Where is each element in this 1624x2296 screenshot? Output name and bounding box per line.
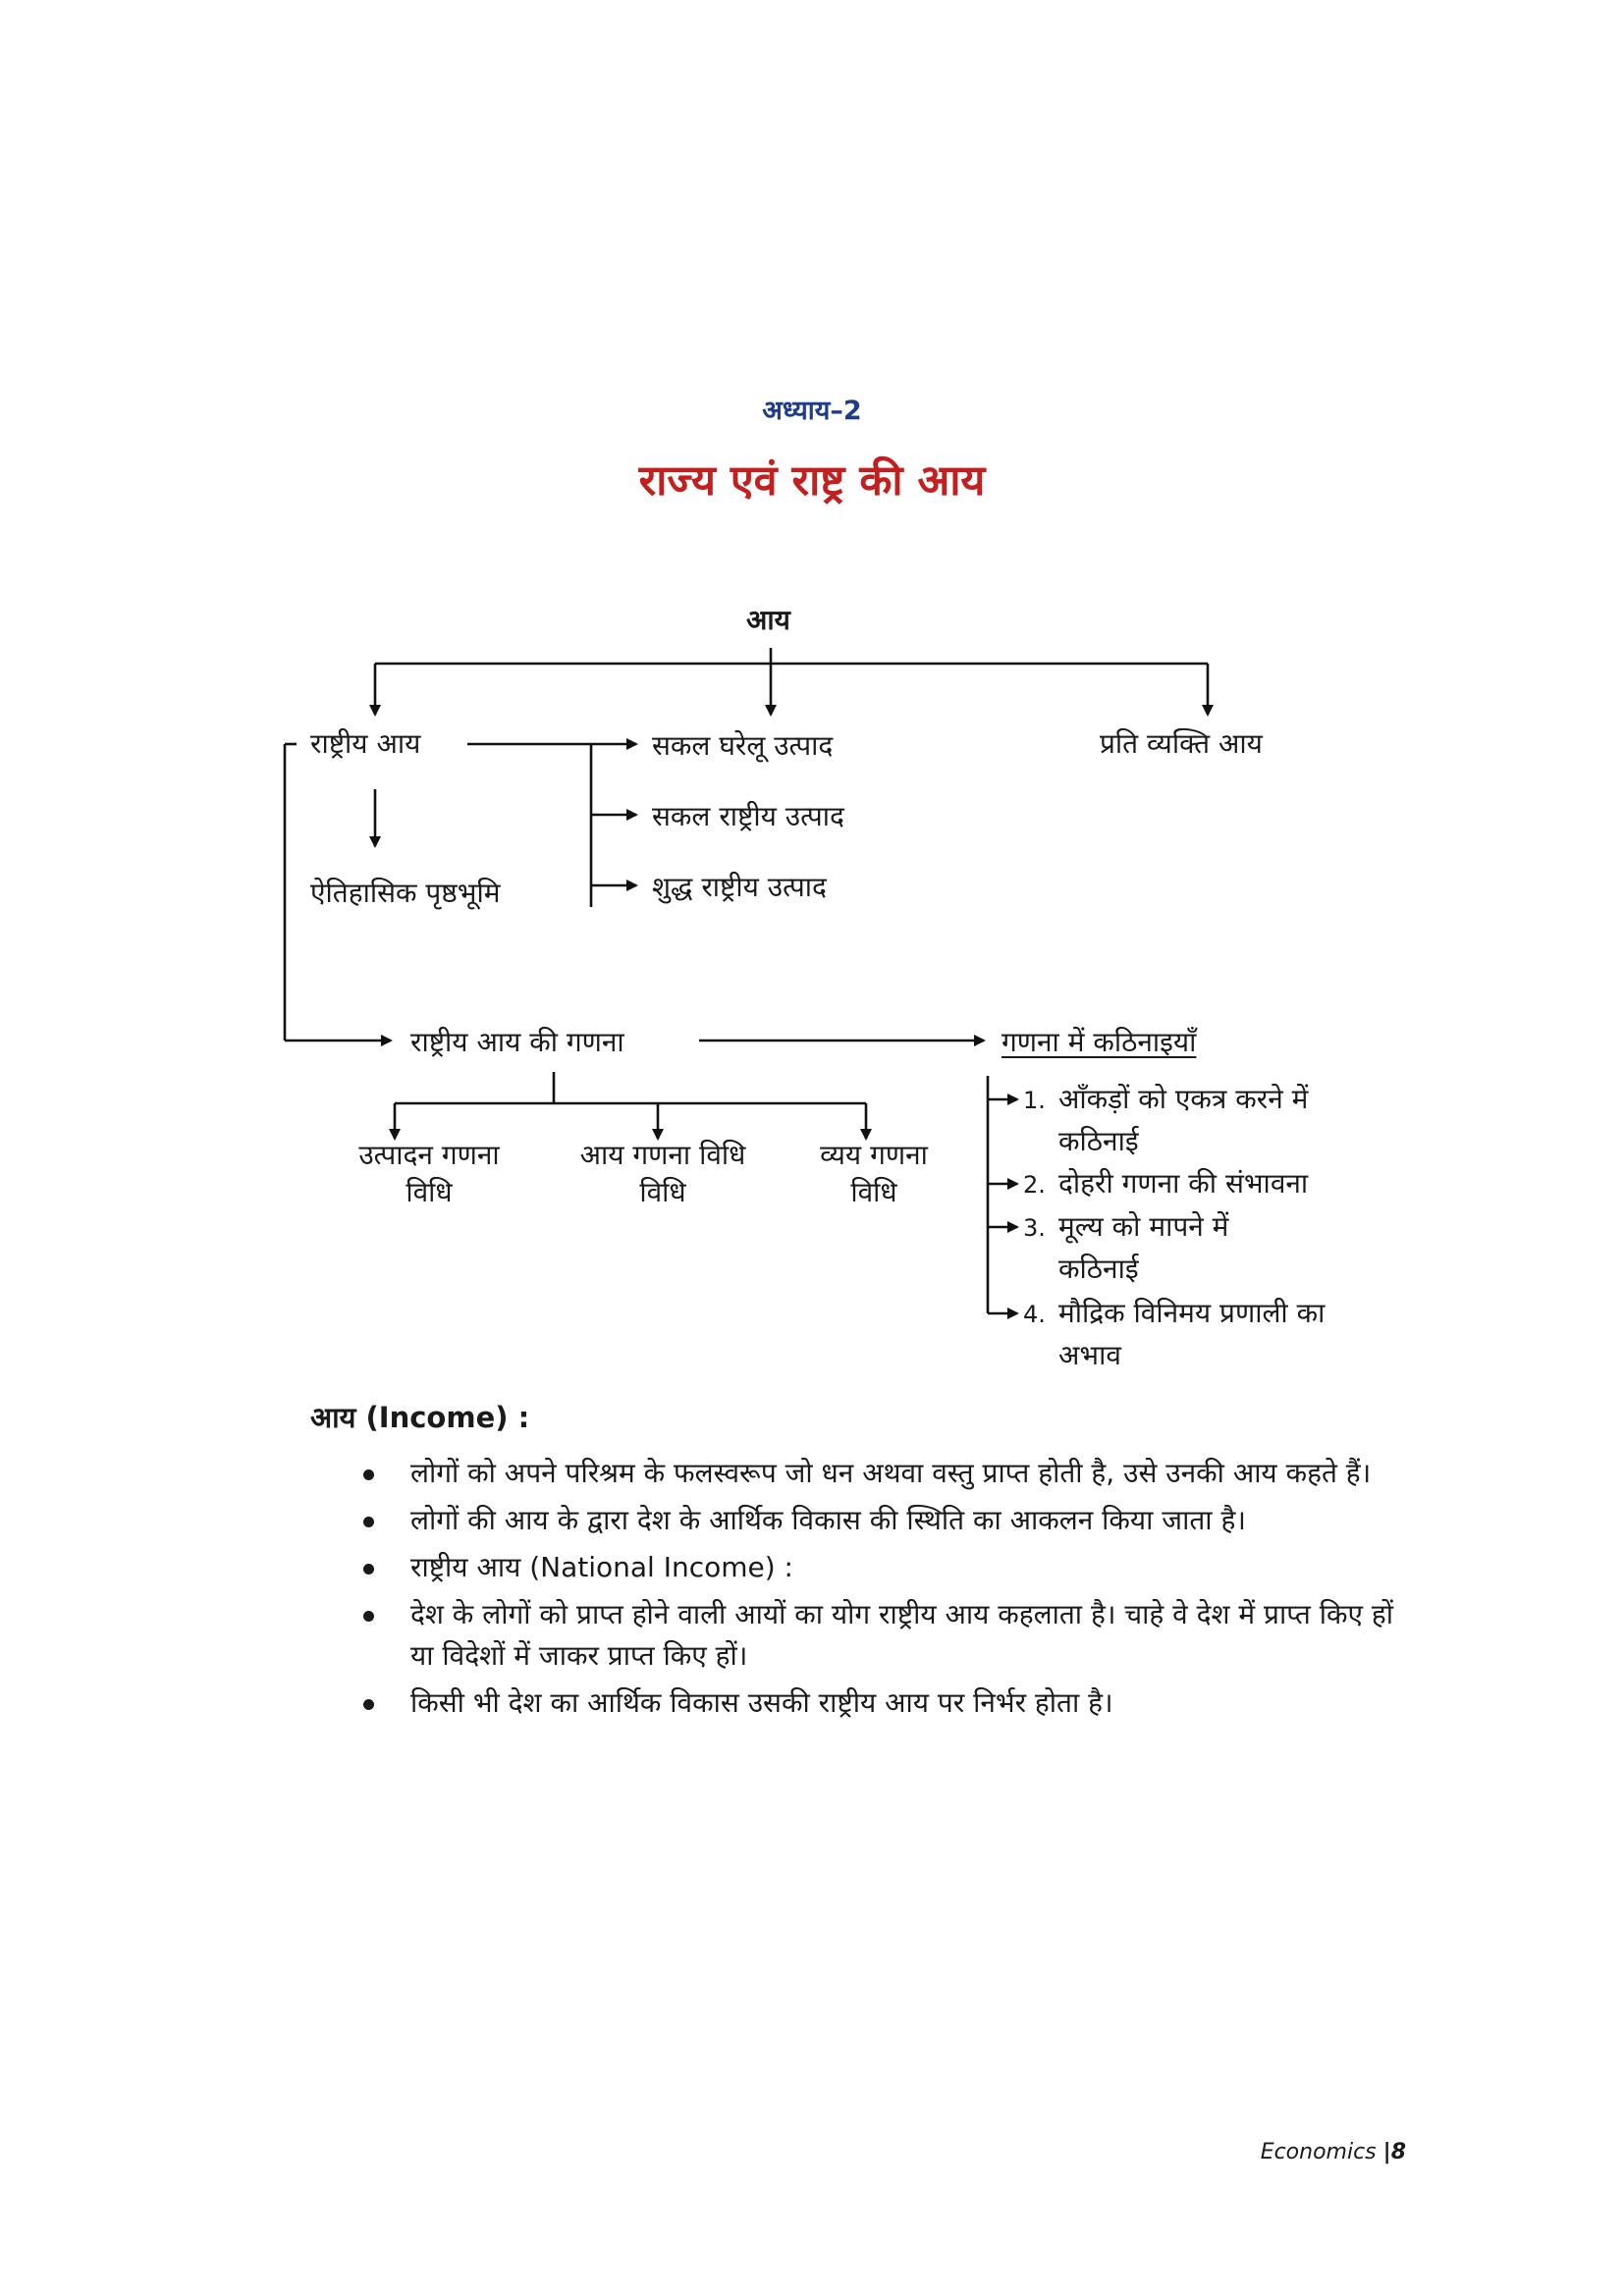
node-nnp: शुद्ध राष्ट्रीय उत्पाद xyxy=(652,871,827,903)
method-line-1: व्यय गणना xyxy=(820,1139,928,1171)
section-heading: आय (Income) : xyxy=(310,1401,530,1434)
node-per-capita-income: प्रति व्यक्ति आय xyxy=(1100,727,1263,760)
chapter-title: राज्य एवं राष्ट्र की आय xyxy=(638,456,986,506)
bullet-text: देश के लोगों को प्राप्त होने वाली आयों का योग राष्ट्रीय आय कहलाता है। चाहे वे देश में प्राप्त किए हों या विदेशों में जाकर प्राप्त किए हों। xyxy=(410,1598,1393,1672)
node-income-method xyxy=(560,1137,766,1211)
bullet-item xyxy=(359,1547,1410,1588)
page-number: |8 xyxy=(1382,2140,1406,2164)
difficulty-number: 2. xyxy=(1023,1171,1046,1199)
bullet-item xyxy=(359,1594,1410,1677)
footer-subject: Economics xyxy=(1260,2140,1377,2164)
bullet-dot xyxy=(363,1611,374,1622)
method-line-1: उत्पादन गणना xyxy=(358,1139,500,1171)
method-line-2: विधि xyxy=(639,1176,686,1208)
difficulty-text: दोहरी गणना की संभावना xyxy=(1058,1167,1309,1200)
node-national-income: राष्ट्रीय आय xyxy=(310,727,421,760)
method-line-2: विधि xyxy=(406,1176,453,1208)
node-expenditure-method xyxy=(785,1137,962,1211)
difficulty-item xyxy=(1023,1205,1294,1290)
bullet-dot xyxy=(363,1469,374,1480)
node-gnp: सकल राष्ट्रीय उत्पाद xyxy=(652,800,844,832)
method-line-1: आय गणना विधि xyxy=(579,1139,746,1171)
difficulty-item xyxy=(1023,1078,1353,1162)
difficulty-text: आँकड़ों को एकत्र करने में कठिनाई xyxy=(1058,1083,1309,1157)
difficulty-item xyxy=(1023,1162,1392,1206)
node-historical-background: ऐतिहासिक पृष्ठभूमि xyxy=(310,877,501,909)
difficulty-number: 4. xyxy=(1023,1301,1046,1328)
diagram-root: आय xyxy=(746,604,790,636)
difficulty-text: मूल्य को मापने में कठिनाई xyxy=(1058,1210,1229,1285)
node-gdp: सकल घरेलू उत्पाद xyxy=(652,729,834,762)
difficulty-number: 1. xyxy=(1023,1087,1046,1114)
node-calculation-difficulties: गणना में कठिनाइयाँ xyxy=(1001,1026,1197,1058)
bullet-text: किसी भी देश का आर्थिक विकास उसकी राष्ट्रीय आय पर निर्भर होता है। xyxy=(410,1686,1113,1719)
bullet-dot xyxy=(363,1564,374,1575)
bullet-list xyxy=(359,1453,1410,1730)
difficulty-number: 3. xyxy=(1023,1214,1046,1242)
bullet-text: राष्ट्रीय आय (National Income) : xyxy=(410,1551,793,1583)
chapter-label: अध्याय–2 xyxy=(762,396,862,426)
node-production-method xyxy=(326,1137,532,1211)
difficulty-item xyxy=(1023,1292,1343,1376)
bullet-dot xyxy=(363,1699,374,1710)
bullet-text: लोगों को अपने परिश्रम के फलस्वरूप जो धन अथवा वस्तु प्राप्त होती है, उसे उनकी आय कहते हैं। xyxy=(410,1457,1372,1489)
bullet-item xyxy=(359,1682,1410,1724)
node-income-calculation: राष्ट्रीय आय की गणना xyxy=(410,1026,624,1058)
page-footer xyxy=(1261,2140,1406,2164)
difficulty-text: मौद्रिक विनिमय प्रणाली का अभाव xyxy=(1058,1297,1326,1371)
method-line-2: विधि xyxy=(850,1176,897,1208)
bullet-text: लोगों की आय के द्वारा देश के आर्थिक विकास की स्थिति का आकलन किया जाता है। xyxy=(410,1504,1246,1536)
bullet-dot xyxy=(363,1517,374,1527)
bullet-item xyxy=(359,1500,1410,1541)
bullet-item xyxy=(359,1453,1410,1494)
